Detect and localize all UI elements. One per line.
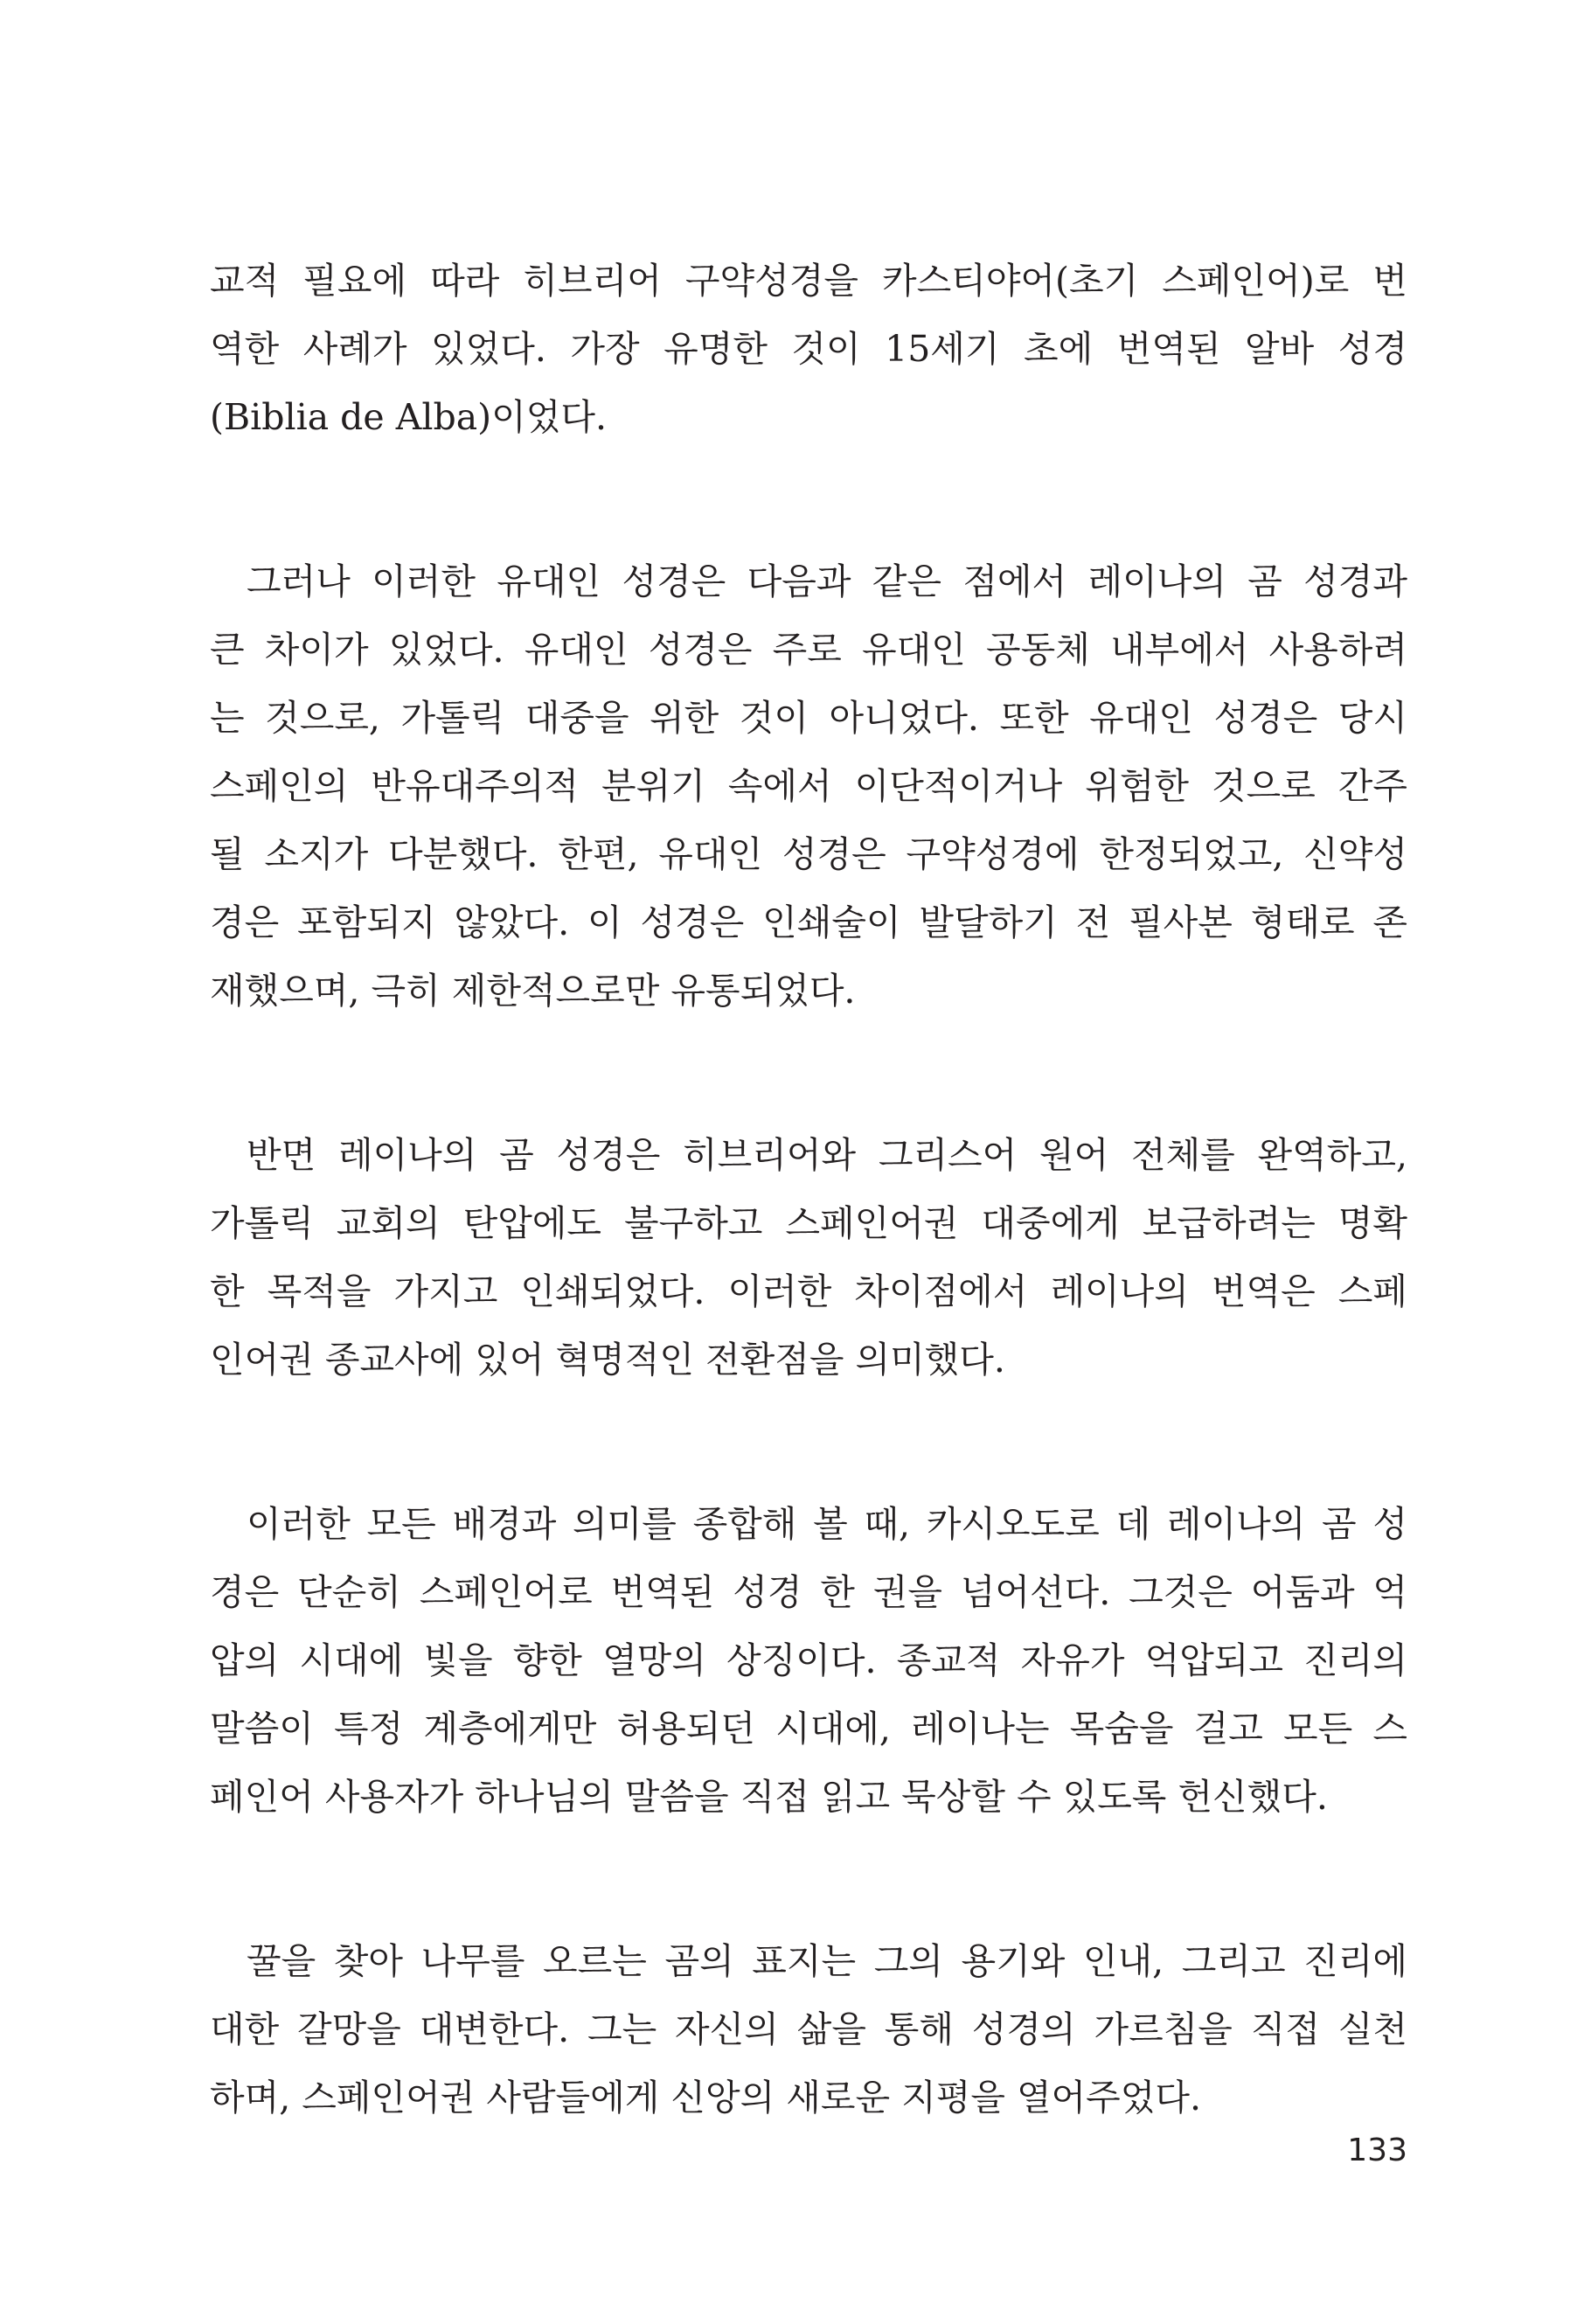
text-line: 가톨릭 교회의 탄압에도 불구하고 스페인어권 대중에게 보급하려는 명확 <box>210 1202 1407 1244</box>
paragraph-3 <box>210 1121 1407 1394</box>
body-text <box>210 247 1407 2228</box>
text-line: 역한 사례가 있었다. 가장 유명한 것이 15세기 초에 번역된 알바 성경 <box>210 328 1407 370</box>
text-line: 반면 레이나의 곰 성경은 히브리어와 그리스어 원어 전체를 완역하고, <box>247 1134 1407 1176</box>
text-line: 하며, 스페인어권 사람들에게 신앙의 새로운 지평을 열어주었다. <box>210 2077 1202 2119</box>
paragraph-4 <box>210 1490 1407 1831</box>
text-line: 말씀이 특정 계층에게만 허용되던 시대에, 레이나는 목숨을 걸고 모든 스 <box>210 1708 1407 1750</box>
text-line: 대한 갈망을 대변한다. 그는 자신의 삶을 통해 성경의 가르침을 직접 실천 <box>210 2008 1407 2050</box>
text-line: 큰 차이가 있었다. 유대인 성경은 주로 유대인 공동체 내부에서 사용하려 <box>210 629 1407 671</box>
paragraph-1 <box>210 247 1407 451</box>
text-line: (Biblia de Alba)이었다. <box>210 396 607 438</box>
page-number: 133 <box>1347 2133 1407 2168</box>
text-line: 재했으며, 극히 제한적으로만 유통되었다. <box>210 970 856 1012</box>
paragraph-5 <box>210 1927 1407 2132</box>
text-line: 교적 필요에 따라 히브리어 구약성경을 카스티야어(초기 스페인어)로 번 <box>210 260 1407 302</box>
text-line: 한 목적을 가지고 인쇄되었다. 이러한 차이점에서 레이나의 번역은 스페 <box>210 1270 1407 1312</box>
text-line: 그러나 이러한 유대인 성경은 다음과 같은 점에서 레이나의 곰 성경과 <box>247 560 1407 602</box>
text-line: 이러한 모든 배경과 의미를 종합해 볼 때, 카시오도로 데 레이나의 곰 성 <box>247 1503 1407 1545</box>
text-line: 스페인의 반유대주의적 분위기 속에서 이단적이거나 위험한 것으로 간주 <box>210 765 1407 807</box>
text-line: 경은 단순히 스페인어로 번역된 성경 한 권을 넘어선다. 그것은 어둠과 억 <box>210 1571 1407 1613</box>
text-line: 꿀을 찾아 나무를 오르는 곰의 표지는 그의 용기와 인내, 그리고 진리에 <box>247 1940 1407 1982</box>
text-line: 는 것으로, 가톨릭 대중을 위한 것이 아니었다. 또한 유대인 성경은 당시 <box>210 697 1407 739</box>
text-line: 인어권 종교사에 있어 혁명적인 전환점을 의미했다. <box>210 1339 1005 1381</box>
text-line: 될 소지가 다분했다. 한편, 유대인 성경은 구약성경에 한정되었고, 신약성 <box>210 833 1407 875</box>
text-line: 경은 포함되지 않았다. 이 성경은 인쇄술이 발달하기 전 필사본 형태로 존 <box>210 901 1407 943</box>
text-line: 페인어 사용자가 하나님의 말씀을 직접 읽고 묵상할 수 있도록 헌신했다. <box>210 1776 1328 1818</box>
text-line: 압의 시대에 빛을 향한 열망의 상징이다. 종교적 자유가 억압되고 진리의 <box>210 1639 1407 1681</box>
paragraph-2 <box>210 547 1407 1025</box>
